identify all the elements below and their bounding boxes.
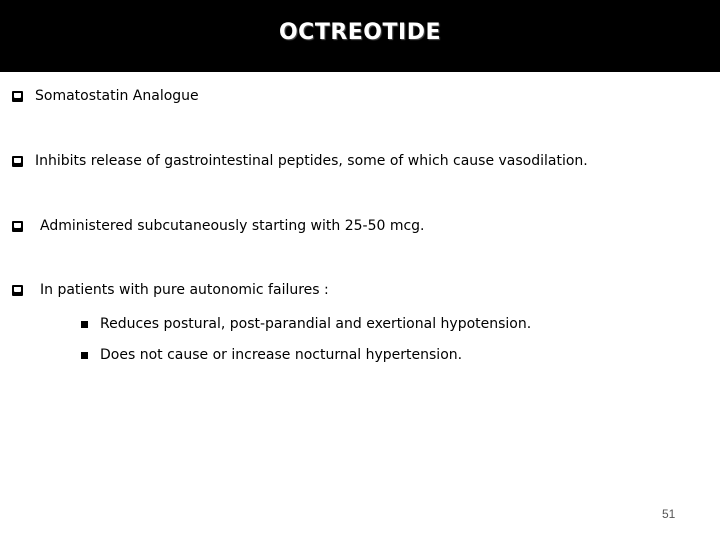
bullet-item [12, 88, 199, 104]
bullet-item [12, 282, 329, 298]
sub-bullet-item [81, 316, 531, 332]
bullet-text: Inhibits release of gastrointestinal peptides, some of which cause vasodilation. [35, 153, 588, 169]
sub-bullet-text: Does not cause or increase nocturnal hypertension. [100, 347, 463, 363]
checkbox-bullet-icon [12, 285, 23, 296]
bullet-text: In patients with pure autonomic failures : [40, 282, 329, 298]
slide-title: OCTREOTIDE [278, 20, 441, 45]
sub-bullet-text: Reduces postural, post-parandial and exertional hypotension. [100, 316, 532, 332]
square-bullet-icon [81, 352, 88, 359]
square-bullet-icon [81, 321, 88, 328]
checkbox-bullet-icon [12, 156, 23, 167]
sub-bullet-item [81, 347, 462, 363]
checkbox-bullet-icon [12, 91, 23, 102]
bullet-item [12, 218, 425, 234]
page-number: 51 [662, 507, 676, 521]
bullet-item [12, 153, 588, 169]
checkbox-bullet-icon [12, 221, 23, 232]
bullet-text: Administered subcutaneously starting with 25-50 mcg. [40, 218, 425, 234]
bullet-text: Somatostatin Analogue [35, 88, 199, 104]
